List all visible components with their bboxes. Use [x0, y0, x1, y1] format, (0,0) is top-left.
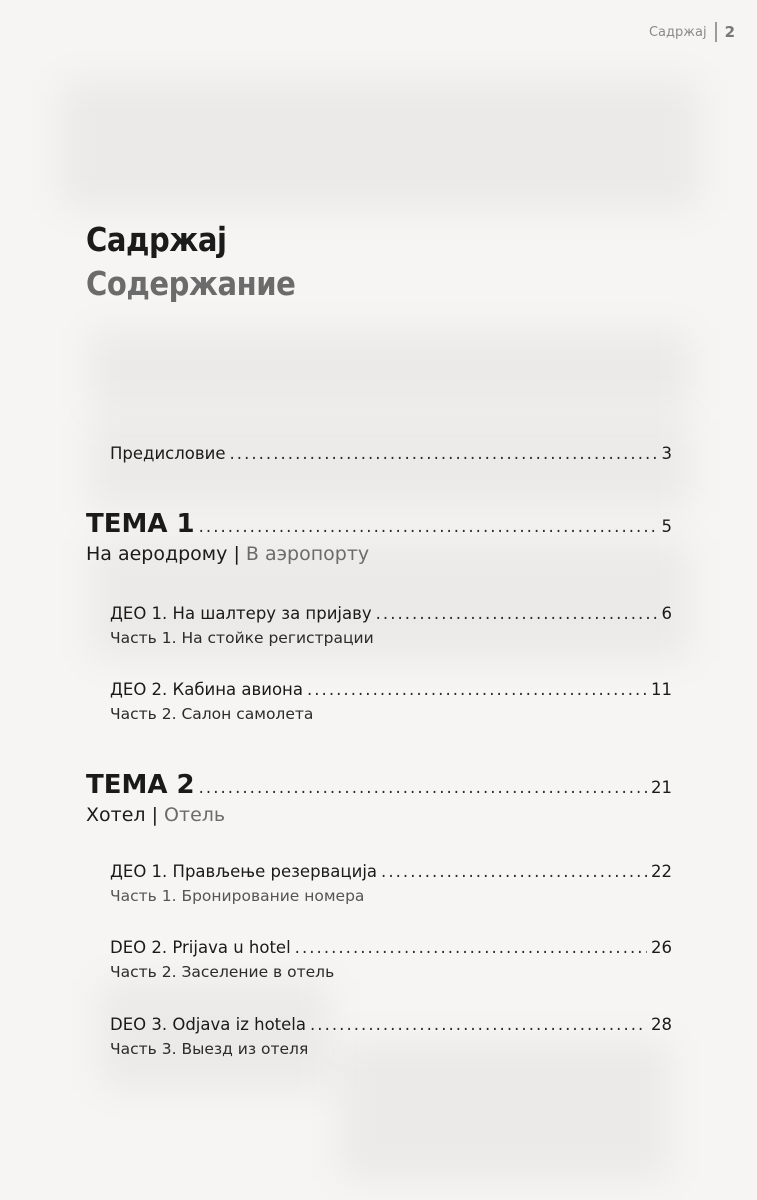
section-label: ДЕО 1. Прављење резервација	[110, 862, 378, 881]
header-divider	[715, 22, 717, 42]
toc-page-number: 22	[651, 862, 672, 881]
toc-page-number: 26	[651, 938, 672, 957]
toc-entry-preface[interactable]	[110, 444, 672, 463]
toc-chapter-2[interactable]	[86, 770, 672, 826]
toc-chapter-1[interactable]	[86, 509, 672, 565]
subtitle-separator: |	[151, 804, 158, 826]
section-label: DEO 2. Prijava u hotel	[110, 938, 291, 957]
section-label: ДЕО 1. На шалтеру за пријаву	[110, 604, 372, 623]
dot-leader	[295, 938, 647, 957]
dot-leader	[381, 862, 647, 881]
page-title-russian: Содержание	[86, 264, 296, 303]
toc-title-block	[86, 218, 672, 306]
toc-page-number: 5	[661, 517, 672, 536]
toc-section[interactable]	[110, 604, 672, 647]
toc-section[interactable]	[110, 862, 672, 905]
toc-section[interactable]	[110, 680, 672, 723]
section-subtitle: Часть 1. Бронирование номера	[110, 887, 365, 905]
chapter-subtitle-ru: Отель	[164, 804, 226, 826]
chapter-subtitle-ru: В аэропорту	[245, 543, 370, 565]
section-subtitle: Часть 2. Заселение в отель	[110, 963, 335, 981]
page-number: 2	[724, 23, 735, 41]
toc-page-number: 6	[661, 604, 672, 623]
toc-page-number: 3	[661, 444, 672, 463]
dot-leader	[229, 444, 657, 463]
subtitle-separator: |	[233, 543, 240, 565]
running-header-label: Садржај	[648, 24, 707, 40]
section-label: ДЕО 2. Кабина авиона	[110, 680, 303, 699]
toc-page-number: 21	[651, 778, 672, 797]
chapter-subtitle-sr: Хотел	[86, 804, 146, 826]
chapter-label: ТЕМА 2	[86, 770, 195, 800]
toc-entry-label: Предисловие	[110, 444, 226, 463]
dot-leader	[376, 604, 658, 623]
section-subtitle: Часть 3. Выезд из отеля	[110, 1040, 309, 1058]
dot-leader	[307, 680, 647, 699]
running-header	[649, 22, 735, 42]
toc-page-number: 28	[651, 1015, 672, 1034]
chapter-subtitle	[86, 543, 672, 565]
section-subtitle: Часть 2. Салон самолета	[110, 705, 314, 723]
chapter-label: ТЕМА 1	[86, 509, 195, 539]
chapter-subtitle-sr: На аеродрому	[86, 543, 228, 565]
chapter-subtitle	[86, 804, 672, 826]
toc-section[interactable]	[110, 1015, 672, 1058]
section-label: DEO 3. Odjava iz hotela	[110, 1015, 306, 1034]
dot-leader	[310, 1015, 647, 1034]
dot-leader	[199, 517, 658, 536]
section-subtitle: Часть 1. На стойке регистрации	[110, 629, 374, 647]
toc-page-number: 11	[651, 680, 672, 699]
toc-section[interactable]	[110, 938, 672, 981]
page-title-serbian: Садржај	[86, 220, 227, 259]
dot-leader	[199, 778, 647, 797]
